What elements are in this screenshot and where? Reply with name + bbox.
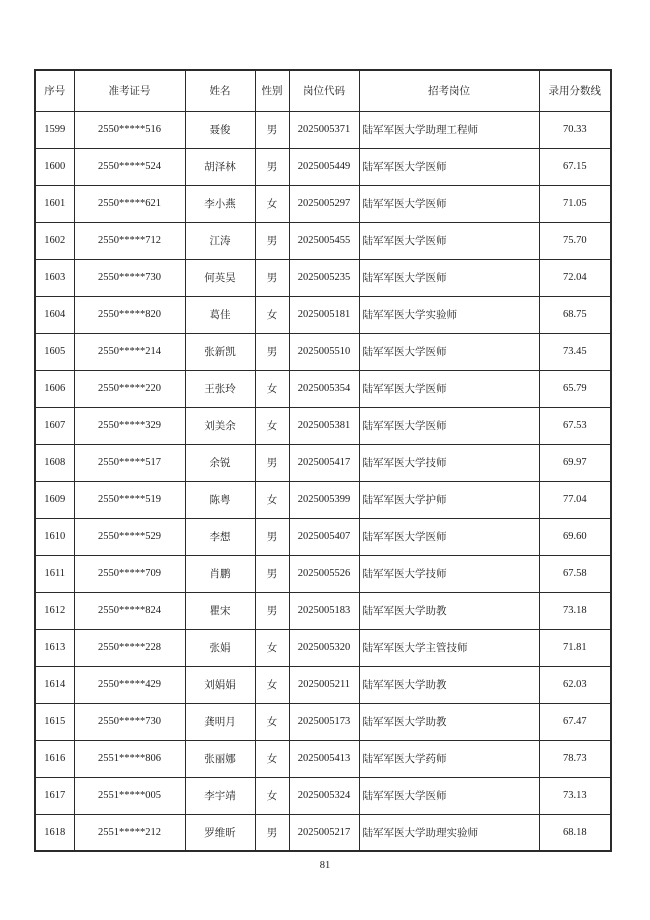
cell-seq-number: 1610 bbox=[35, 518, 74, 555]
table-body bbox=[35, 111, 611, 851]
cell-exam-id: 2550*****730 bbox=[74, 259, 185, 296]
cell-post-code: 2025005407 bbox=[289, 518, 359, 555]
cell-exam-id: 2550*****820 bbox=[74, 296, 185, 333]
cell-post-title: 陆军军医大学医师 bbox=[359, 222, 539, 259]
cell-post-code: 2025005449 bbox=[289, 148, 359, 185]
cell-seq-number: 1618 bbox=[35, 814, 74, 851]
cell-post-code: 2025005235 bbox=[289, 259, 359, 296]
cell-seq-number: 1602 bbox=[35, 222, 74, 259]
cell-gender: 男 bbox=[255, 814, 289, 851]
cell-seq-number: 1614 bbox=[35, 666, 74, 703]
cell-gender: 女 bbox=[255, 777, 289, 814]
cell-name: 李宇靖 bbox=[185, 777, 255, 814]
cell-post-title: 陆军军医大学医师 bbox=[359, 370, 539, 407]
cell-post-code: 2025005217 bbox=[289, 814, 359, 851]
cell-gender: 男 bbox=[255, 333, 289, 370]
cell-seq-number: 1613 bbox=[35, 629, 74, 666]
cell-name: 罗维昕 bbox=[185, 814, 255, 851]
cell-score-line: 67.15 bbox=[539, 148, 611, 185]
cell-seq-number: 1601 bbox=[35, 185, 74, 222]
cell-post-title: 陆军军医大学助教 bbox=[359, 666, 539, 703]
cell-post-code: 2025005371 bbox=[289, 111, 359, 148]
cell-post-code: 2025005173 bbox=[289, 703, 359, 740]
cell-score-line: 69.97 bbox=[539, 444, 611, 481]
cell-score-line: 71.81 bbox=[539, 629, 611, 666]
cell-post-title: 陆军军医大学医师 bbox=[359, 259, 539, 296]
col-header-post-title: 招考岗位 bbox=[359, 70, 539, 111]
cell-score-line: 75.70 bbox=[539, 222, 611, 259]
cell-exam-id: 2551*****212 bbox=[74, 814, 185, 851]
table-row bbox=[35, 481, 611, 518]
cell-seq-number: 1606 bbox=[35, 370, 74, 407]
table-row bbox=[35, 777, 611, 814]
cell-post-code: 2025005455 bbox=[289, 222, 359, 259]
table-row bbox=[35, 666, 611, 703]
cell-name: 聂俊 bbox=[185, 111, 255, 148]
cell-post-code: 2025005354 bbox=[289, 370, 359, 407]
cell-gender: 男 bbox=[255, 222, 289, 259]
table-row bbox=[35, 333, 611, 370]
table-row bbox=[35, 814, 611, 851]
cell-post-code: 2025005211 bbox=[289, 666, 359, 703]
cell-gender: 男 bbox=[255, 444, 289, 481]
cell-name: 陈粤 bbox=[185, 481, 255, 518]
cell-name: 龚明月 bbox=[185, 703, 255, 740]
cell-exam-id: 2550*****621 bbox=[74, 185, 185, 222]
cell-gender: 女 bbox=[255, 407, 289, 444]
cell-seq-number: 1617 bbox=[35, 777, 74, 814]
cell-post-title: 陆军军医大学实验师 bbox=[359, 296, 539, 333]
table-row bbox=[35, 111, 611, 148]
cell-post-title: 陆军军医大学医师 bbox=[359, 333, 539, 370]
cell-post-code: 2025005297 bbox=[289, 185, 359, 222]
cell-gender: 女 bbox=[255, 481, 289, 518]
cell-gender: 男 bbox=[255, 592, 289, 629]
cell-post-code: 2025005399 bbox=[289, 481, 359, 518]
cell-post-title: 陆军军医大学助理工程师 bbox=[359, 111, 539, 148]
cell-score-line: 68.18 bbox=[539, 814, 611, 851]
cell-post-title: 陆军军医大学医师 bbox=[359, 777, 539, 814]
cell-post-code: 2025005324 bbox=[289, 777, 359, 814]
cell-post-title: 陆军军医大学技师 bbox=[359, 444, 539, 481]
cell-score-line: 68.75 bbox=[539, 296, 611, 333]
cell-post-title: 陆军军医大学助教 bbox=[359, 592, 539, 629]
cell-exam-id: 2550*****824 bbox=[74, 592, 185, 629]
cell-name: 张丽娜 bbox=[185, 740, 255, 777]
cell-name: 刘美余 bbox=[185, 407, 255, 444]
table-row bbox=[35, 592, 611, 629]
cell-name: 何英昊 bbox=[185, 259, 255, 296]
cell-name: 张新凯 bbox=[185, 333, 255, 370]
cell-post-title: 陆军军医大学护师 bbox=[359, 481, 539, 518]
cell-score-line: 72.04 bbox=[539, 259, 611, 296]
cell-exam-id: 2550*****730 bbox=[74, 703, 185, 740]
cell-exam-id: 2550*****228 bbox=[74, 629, 185, 666]
cell-score-line: 67.58 bbox=[539, 555, 611, 592]
cell-name: 王张玲 bbox=[185, 370, 255, 407]
cell-gender: 男 bbox=[255, 111, 289, 148]
cell-score-line: 73.18 bbox=[539, 592, 611, 629]
col-header-name: 姓名 bbox=[185, 70, 255, 111]
table-row bbox=[35, 629, 611, 666]
cell-name: 江涛 bbox=[185, 222, 255, 259]
cell-post-code: 2025005320 bbox=[289, 629, 359, 666]
cell-exam-id: 2550*****519 bbox=[74, 481, 185, 518]
cell-exam-id: 2550*****516 bbox=[74, 111, 185, 148]
col-header-post-code: 岗位代码 bbox=[289, 70, 359, 111]
cell-post-code: 2025005381 bbox=[289, 407, 359, 444]
table-row bbox=[35, 259, 611, 296]
cell-exam-id: 2551*****806 bbox=[74, 740, 185, 777]
cell-post-title: 陆军军医大学药师 bbox=[359, 740, 539, 777]
cell-exam-id: 2550*****529 bbox=[74, 518, 185, 555]
cell-post-title: 陆军军医大学医师 bbox=[359, 185, 539, 222]
col-header-score-line: 录用分数线 bbox=[539, 70, 611, 111]
cell-gender: 女 bbox=[255, 703, 289, 740]
cell-exam-id: 2551*****005 bbox=[74, 777, 185, 814]
header-row bbox=[35, 70, 611, 111]
cell-score-line: 67.53 bbox=[539, 407, 611, 444]
cell-score-line: 67.47 bbox=[539, 703, 611, 740]
cell-name: 张娟 bbox=[185, 629, 255, 666]
table-row bbox=[35, 222, 611, 259]
table-row bbox=[35, 296, 611, 333]
cell-name: 胡泽林 bbox=[185, 148, 255, 185]
col-header-gender: 性别 bbox=[255, 70, 289, 111]
table-row bbox=[35, 407, 611, 444]
cell-gender: 男 bbox=[255, 148, 289, 185]
cell-score-line: 78.73 bbox=[539, 740, 611, 777]
cell-seq-number: 1612 bbox=[35, 592, 74, 629]
cell-name: 刘娟娟 bbox=[185, 666, 255, 703]
cell-exam-id: 2550*****329 bbox=[74, 407, 185, 444]
cell-name: 瞿宋 bbox=[185, 592, 255, 629]
cell-seq-number: 1604 bbox=[35, 296, 74, 333]
col-header-exam-id: 准考证号 bbox=[74, 70, 185, 111]
cell-name: 余锐 bbox=[185, 444, 255, 481]
cell-gender: 女 bbox=[255, 185, 289, 222]
table-row bbox=[35, 518, 611, 555]
cell-exam-id: 2550*****214 bbox=[74, 333, 185, 370]
cell-gender: 女 bbox=[255, 296, 289, 333]
cell-score-line: 71.05 bbox=[539, 185, 611, 222]
table-row bbox=[35, 444, 611, 481]
cell-seq-number: 1603 bbox=[35, 259, 74, 296]
cell-post-code: 2025005181 bbox=[289, 296, 359, 333]
cell-score-line: 73.45 bbox=[539, 333, 611, 370]
cell-seq-number: 1615 bbox=[35, 703, 74, 740]
cell-exam-id: 2550*****709 bbox=[74, 555, 185, 592]
cell-post-code: 2025005417 bbox=[289, 444, 359, 481]
col-header-seq: 序号 bbox=[35, 70, 74, 111]
cell-name: 李小燕 bbox=[185, 185, 255, 222]
cell-seq-number: 1599 bbox=[35, 111, 74, 148]
cell-score-line: 69.60 bbox=[539, 518, 611, 555]
cell-gender: 男 bbox=[255, 259, 289, 296]
cell-post-title: 陆军军医大学医师 bbox=[359, 518, 539, 555]
cell-name: 葛佳 bbox=[185, 296, 255, 333]
cell-exam-id: 2550*****712 bbox=[74, 222, 185, 259]
cell-exam-id: 2550*****517 bbox=[74, 444, 185, 481]
table-row bbox=[35, 740, 611, 777]
cell-seq-number: 1616 bbox=[35, 740, 74, 777]
cell-post-title: 陆军军医大学医师 bbox=[359, 407, 539, 444]
cell-post-title: 陆军军医大学医师 bbox=[359, 148, 539, 185]
table-row bbox=[35, 555, 611, 592]
cell-seq-number: 1605 bbox=[35, 333, 74, 370]
cell-seq-number: 1607 bbox=[35, 407, 74, 444]
cell-score-line: 73.13 bbox=[539, 777, 611, 814]
cell-gender: 女 bbox=[255, 629, 289, 666]
table-row bbox=[35, 703, 611, 740]
cell-gender: 男 bbox=[255, 518, 289, 555]
table-row bbox=[35, 148, 611, 185]
cell-seq-number: 1600 bbox=[35, 148, 74, 185]
cell-gender: 男 bbox=[255, 555, 289, 592]
cell-exam-id: 2550*****524 bbox=[74, 148, 185, 185]
table-row bbox=[35, 370, 611, 407]
table-row bbox=[35, 185, 611, 222]
cell-name: 肖鹏 bbox=[185, 555, 255, 592]
cell-exam-id: 2550*****429 bbox=[74, 666, 185, 703]
cell-seq-number: 1608 bbox=[35, 444, 74, 481]
cell-gender: 女 bbox=[255, 370, 289, 407]
cell-seq-number: 1609 bbox=[35, 481, 74, 518]
cell-score-line: 65.79 bbox=[539, 370, 611, 407]
table-header bbox=[35, 70, 611, 111]
cell-gender: 女 bbox=[255, 740, 289, 777]
cell-post-title: 陆军军医大学助教 bbox=[359, 703, 539, 740]
cell-score-line: 70.33 bbox=[539, 111, 611, 148]
cell-post-title: 陆军军医大学主管技师 bbox=[359, 629, 539, 666]
cell-exam-id: 2550*****220 bbox=[74, 370, 185, 407]
cell-post-code: 2025005526 bbox=[289, 555, 359, 592]
cell-name: 李想 bbox=[185, 518, 255, 555]
cell-seq-number: 1611 bbox=[35, 555, 74, 592]
page-number: 81 bbox=[319, 860, 331, 871]
cell-score-line: 77.04 bbox=[539, 481, 611, 518]
cell-post-code: 2025005510 bbox=[289, 333, 359, 370]
cell-post-code: 2025005183 bbox=[289, 592, 359, 629]
cell-score-line: 62.03 bbox=[539, 666, 611, 703]
cell-post-title: 陆军军医大学技师 bbox=[359, 555, 539, 592]
cell-gender: 女 bbox=[255, 666, 289, 703]
cell-post-title: 陆军军医大学助理实验师 bbox=[359, 814, 539, 851]
score-table bbox=[34, 69, 612, 852]
cell-post-code: 2025005413 bbox=[289, 740, 359, 777]
